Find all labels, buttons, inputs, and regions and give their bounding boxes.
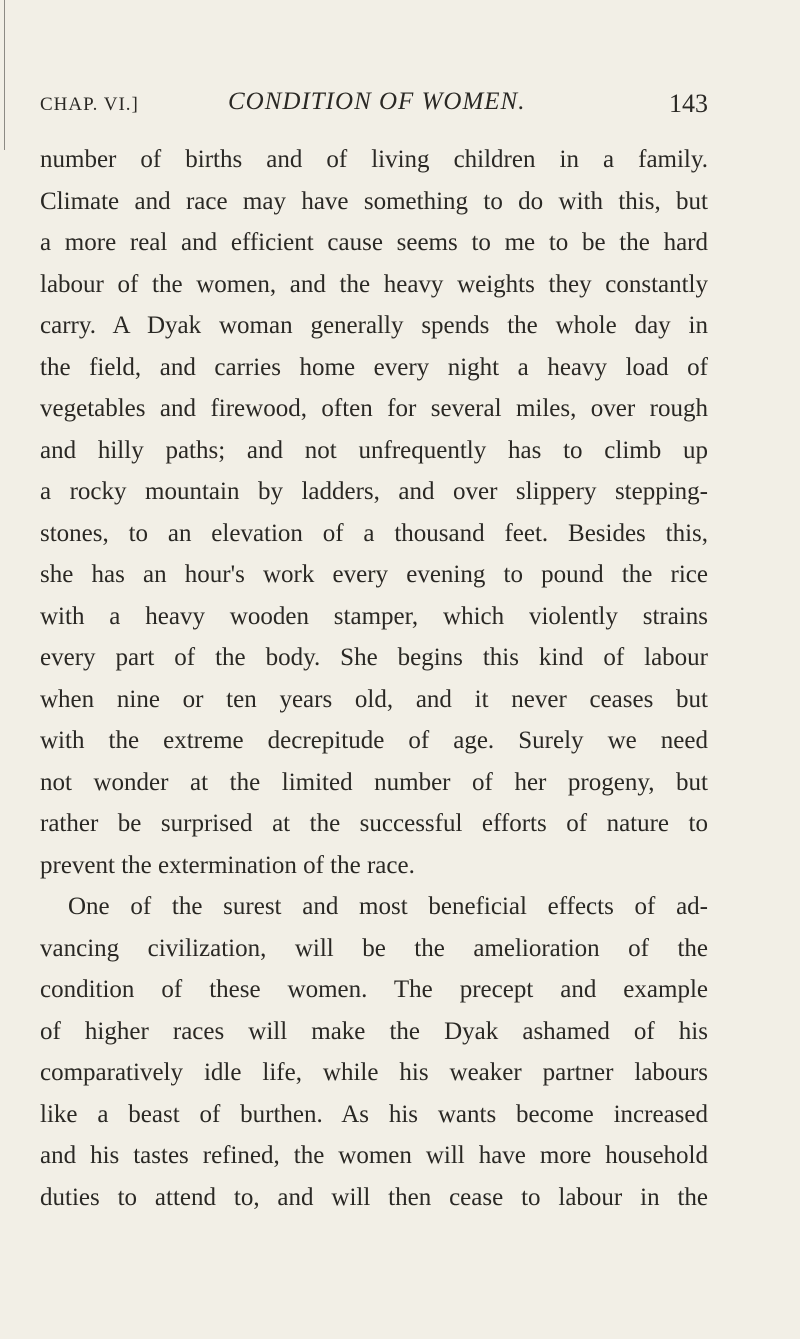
text-line: a rocky mountain by ladders, and over slippery stepping- <box>40 478 708 505</box>
text-line: comparatively idle life, while his weaker partner labours <box>40 1059 708 1086</box>
text-line: condition of these women. The precept and example <box>40 976 708 1003</box>
chapter-label: CHAP. VI.] <box>40 94 139 115</box>
text-line: stones, to an elevation of a thousand feet. Besides this, <box>40 519 708 547</box>
paragraph-end-line: prevent the extermination of the race. <box>40 851 415 879</box>
text-line: with a heavy wooden stamper, which violently strains <box>40 602 708 630</box>
text-line: and his tastes refined, the women will have more household <box>40 1142 708 1169</box>
text-line: like a beast of burthen. As his wants become increased <box>40 1100 708 1128</box>
text-line: a more real and efficient cause seems to me to be the hard <box>40 229 708 256</box>
page-number: 143 <box>669 89 708 118</box>
text-line: carry. A Dyak woman generally spends the whole day in <box>40 312 708 339</box>
text-line: she has an hour's work every evening to pound the rice <box>40 561 708 588</box>
text-line: labour of the women, and the heavy weights they constantly <box>40 270 708 298</box>
text-line: rather be surprised at the successful efforts of nature to <box>40 810 708 837</box>
text-line: not wonder at the limited number of her progeny, but <box>40 768 708 796</box>
paragraph-start-line: One of the surest and most beneficial effects of ad- <box>68 893 708 920</box>
text-line: Climate and race may have something to do with this, but <box>40 187 708 215</box>
text-line: vegetables and firewood, often for several miles, over rough <box>40 395 708 422</box>
text-line: duties to attend to, and will then cease to labour in the <box>40 1183 708 1211</box>
binding-edge <box>4 0 5 150</box>
text-line: with the extreme decrepitude of age. Surely we need <box>40 727 708 754</box>
text-line: every part of the body. She begins this kind of labour <box>40 644 708 671</box>
text-line: when nine or ten years old, and it never ceases but <box>40 685 708 713</box>
text-line: of higher races will make the Dyak ashamed of his <box>40 1017 708 1045</box>
text-line: the field, and carries home every night a heavy load of <box>40 353 708 381</box>
running-title: CONDITION OF WOMEN. <box>228 88 526 115</box>
text-line: vancing civilization, will be the amelioration of the <box>40 934 708 962</box>
body-text <box>40 139 708 1218</box>
text-line: and hilly paths; and not unfrequently has to climb up <box>40 436 708 464</box>
text-line: number of births and of living children in a family. <box>40 146 708 173</box>
running-header <box>40 84 708 124</box>
